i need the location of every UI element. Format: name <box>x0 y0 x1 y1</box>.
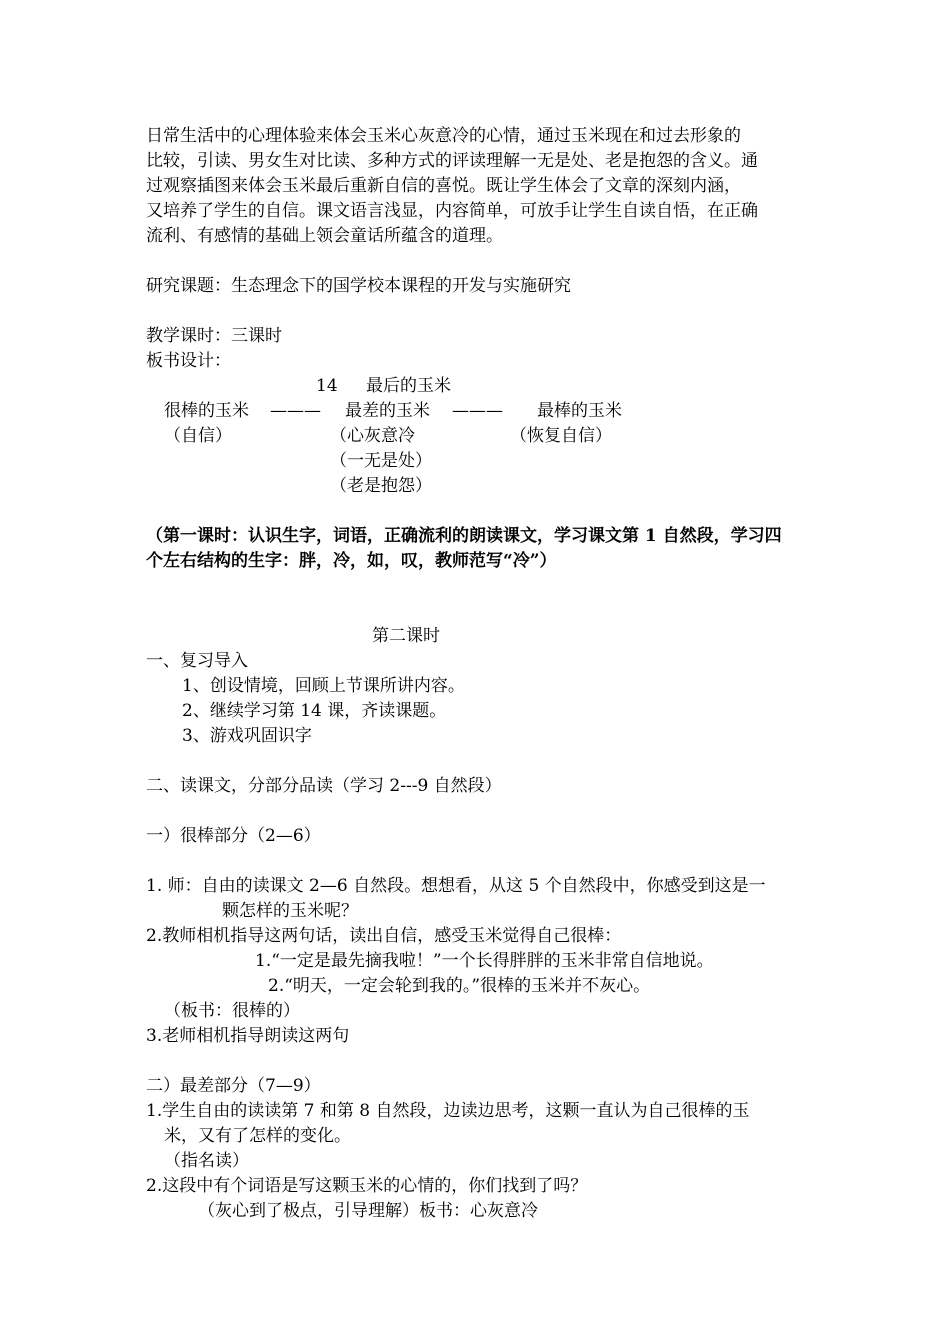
section1-item-3: 3、游戏巩固识字 <box>182 726 312 746</box>
part2-heading: 二）最差部分（7—9） <box>146 1076 321 1096</box>
part2-item1-line2: 米，又有了怎样的变化。 <box>164 1126 351 1146</box>
section1-item-2: 2、继续学习第 14 课，齐读课题。 <box>182 701 447 721</box>
part1-item3: 3.老师相机指导朗读这两句 <box>146 1026 350 1046</box>
board-col2-note-2: （一无是处） <box>330 451 432 471</box>
board-col3: 最棒的玉米 <box>537 401 622 421</box>
board-dash1: ——— <box>270 401 321 421</box>
board-col2-note-3: （老是抱怨） <box>330 476 432 496</box>
part1-item2: 2.教师相机指导这两句话，读出自信，感受玉米觉得自己很棒： <box>146 926 622 946</box>
part2-item1-line1: 1.学生自由的读读第 7 和第 8 自然段，边读边思考，这颗一直认为自己很棒的玉 <box>146 1101 750 1121</box>
board-col1-note: （自信） <box>164 426 232 446</box>
board-design-label: 板书设计： <box>146 351 231 371</box>
section1-heading: 一、复习导入 <box>146 651 248 671</box>
part1-board-note: （板书：很棒的） <box>164 1001 300 1021</box>
board-col1: 很棒的玉米 <box>164 401 249 421</box>
section2-heading: 二、读课文，分部分品读（学习 2---9 自然段） <box>146 776 502 796</box>
first-lesson-line-1: （第一课时：认识生字，词语，正确流利的朗读课文，学习课文第 1 自然段，学习四 <box>146 526 782 546</box>
part1-item1-line1: 1. 师：自由的读课文 2—6 自然段。想想看，从这 5 个自然段中，你感受到这是一 <box>146 876 766 896</box>
board-dash2: ——— <box>452 401 503 421</box>
intro-line-4: 又培养了学生的自信。课文语言浅显，内容简单，可放手让学生自读自悟，在正确 <box>146 201 758 221</box>
part1-heading: 一）很棒部分（2—6） <box>146 826 321 846</box>
class-hours: 教学课时：三课时 <box>146 326 282 346</box>
board-lesson-number: 14 <box>316 376 338 396</box>
intro-line-2: 比较，引读、男女生对比读、多种方式的评读理解一无是处、老是抱怨的含义。通 <box>146 151 758 171</box>
first-lesson-line-2: 个左右结构的生字：胖，冷，如，叹，教师范写“冷”） <box>146 551 557 571</box>
part1-quote-2: 2.“明天，一定会轮到我的。”很棒的玉米并不灰心。 <box>268 976 651 996</box>
research-topic: 研究课题：生态理念下的国学校本课程的开发与实施研究 <box>146 276 571 296</box>
section1-item-1: 1、创设情境，回顾上节课所讲内容。 <box>182 676 465 696</box>
intro-line-3: 过观察插图来体会玉米最后重新自信的喜悦。既让学生体会了文章的深刻内涵， <box>146 176 741 196</box>
intro-line-1: 日常生活中的心理体验来体会玉米心灰意冷的心情，通过玉米现在和过去形象的 <box>146 126 741 146</box>
second-lesson-title: 第二课时 <box>372 626 440 646</box>
board-col2: 最差的玉米 <box>345 401 430 421</box>
board-col3-note: （恢复自信） <box>510 426 612 446</box>
intro-line-5: 流利、有感情的基础上领会童话所蕴含的道理。 <box>146 226 503 246</box>
part1-quote-1: 1.“一定是最先摘我啦！”一个长得胖胖的玉米非常自信地说。 <box>255 951 714 971</box>
part2-item1-note: （指名读） <box>164 1151 249 1171</box>
part2-item2-note: （灰心到了极点，引导理解）板书：心灰意冷 <box>198 1201 538 1221</box>
board-col2-note-1: （心灰意冷 <box>330 426 415 446</box>
part2-item2: 2.这段中有个词语是写这颗玉米的心情的，你们找到了吗？ <box>146 1176 588 1196</box>
part1-item1-line2: 颗怎样的玉米呢？ <box>222 901 358 921</box>
board-lesson-title: 最后的玉米 <box>366 376 451 396</box>
